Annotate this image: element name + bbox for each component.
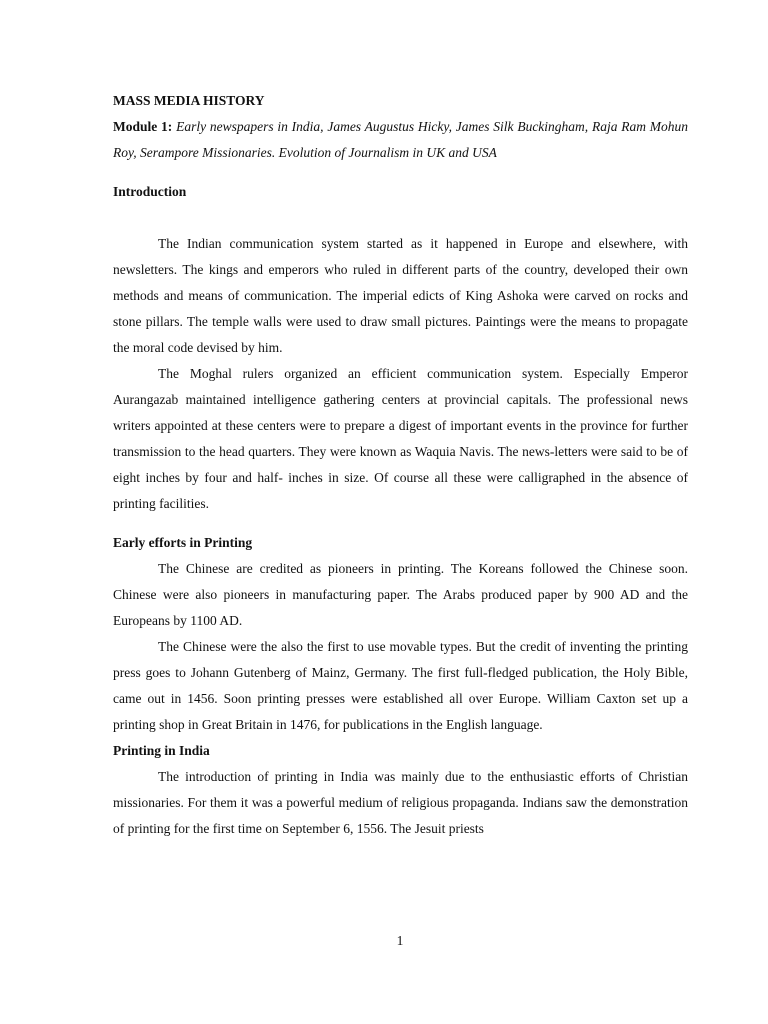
section-heading-early-printing: Early efforts in Printing	[113, 535, 253, 550]
page-number: 1	[396, 933, 404, 948]
paragraph: The Indian communication system started as it happened in Europe and elsewhere, with newsletters. The kings and emperors who ruled in different parts of the country, developed their own methods and means of communication. The imperial edicts of King Ashoka were carved on rocks and stone pillars. The temple walls were used to draw small pictures. Paintings were the means to propagate the moral code devised by him.	[113, 236, 688, 355]
paragraph: The Chinese are credited as pioneers in printing. The Koreans followed the Chinese soon. Chinese were also pioneers in manufacturing paper. The Arabs produced paper by 900 AD and the Europeans by 1100 AD.	[113, 561, 688, 628]
paragraph: The Chinese were the also the first to use movable types. But the credit of inventing the printing press goes to Johann Gutenberg of Mainz, Germany. The first full-fledged publication, the Holy Bible, came out in 1456. Soon printing presses were established all over Europe. William Caxton set up a printing shop in Great Britain in 1476, for publications in the English language.	[113, 639, 688, 732]
document-title: MASS MEDIA HISTORY	[113, 93, 265, 108]
module-topics: Early newspapers in India, James Augustus Hicky, James Silk Buckingham, Raja Ram Mohun Roy, Serampore Missionaries. Evolution of Journalism in UK and USA	[113, 119, 689, 160]
module-label: Module 1:	[113, 119, 173, 134]
section-heading-introduction: Introduction	[113, 184, 187, 199]
module-description	[113, 114, 688, 166]
paragraph: The introduction of printing in India was mainly due to the enthusiastic efforts of Christian missionaries. For them it was a powerful medium of religious propaganda. Indians saw the demonstration of printing for the first time on September 6, 1556. The Jesuit priests	[113, 769, 688, 836]
paragraph: The Moghal rulers organized an efficient communication system. Especially Emperor Aurangazab maintained intelligence gathering centers at provincial capitals. The professional news writers appointed at these centers were to prepare a digest of important events in the province for further transmission to the head quarters. They were known as Waquia Navis. The news-letters were said to be of eight inches by four and half- inches in size. Of course all these were calligraphed in the absence of printing facilities.	[113, 366, 688, 511]
document-page	[113, 88, 688, 842]
section-heading-printing-india: Printing in India	[113, 743, 210, 758]
